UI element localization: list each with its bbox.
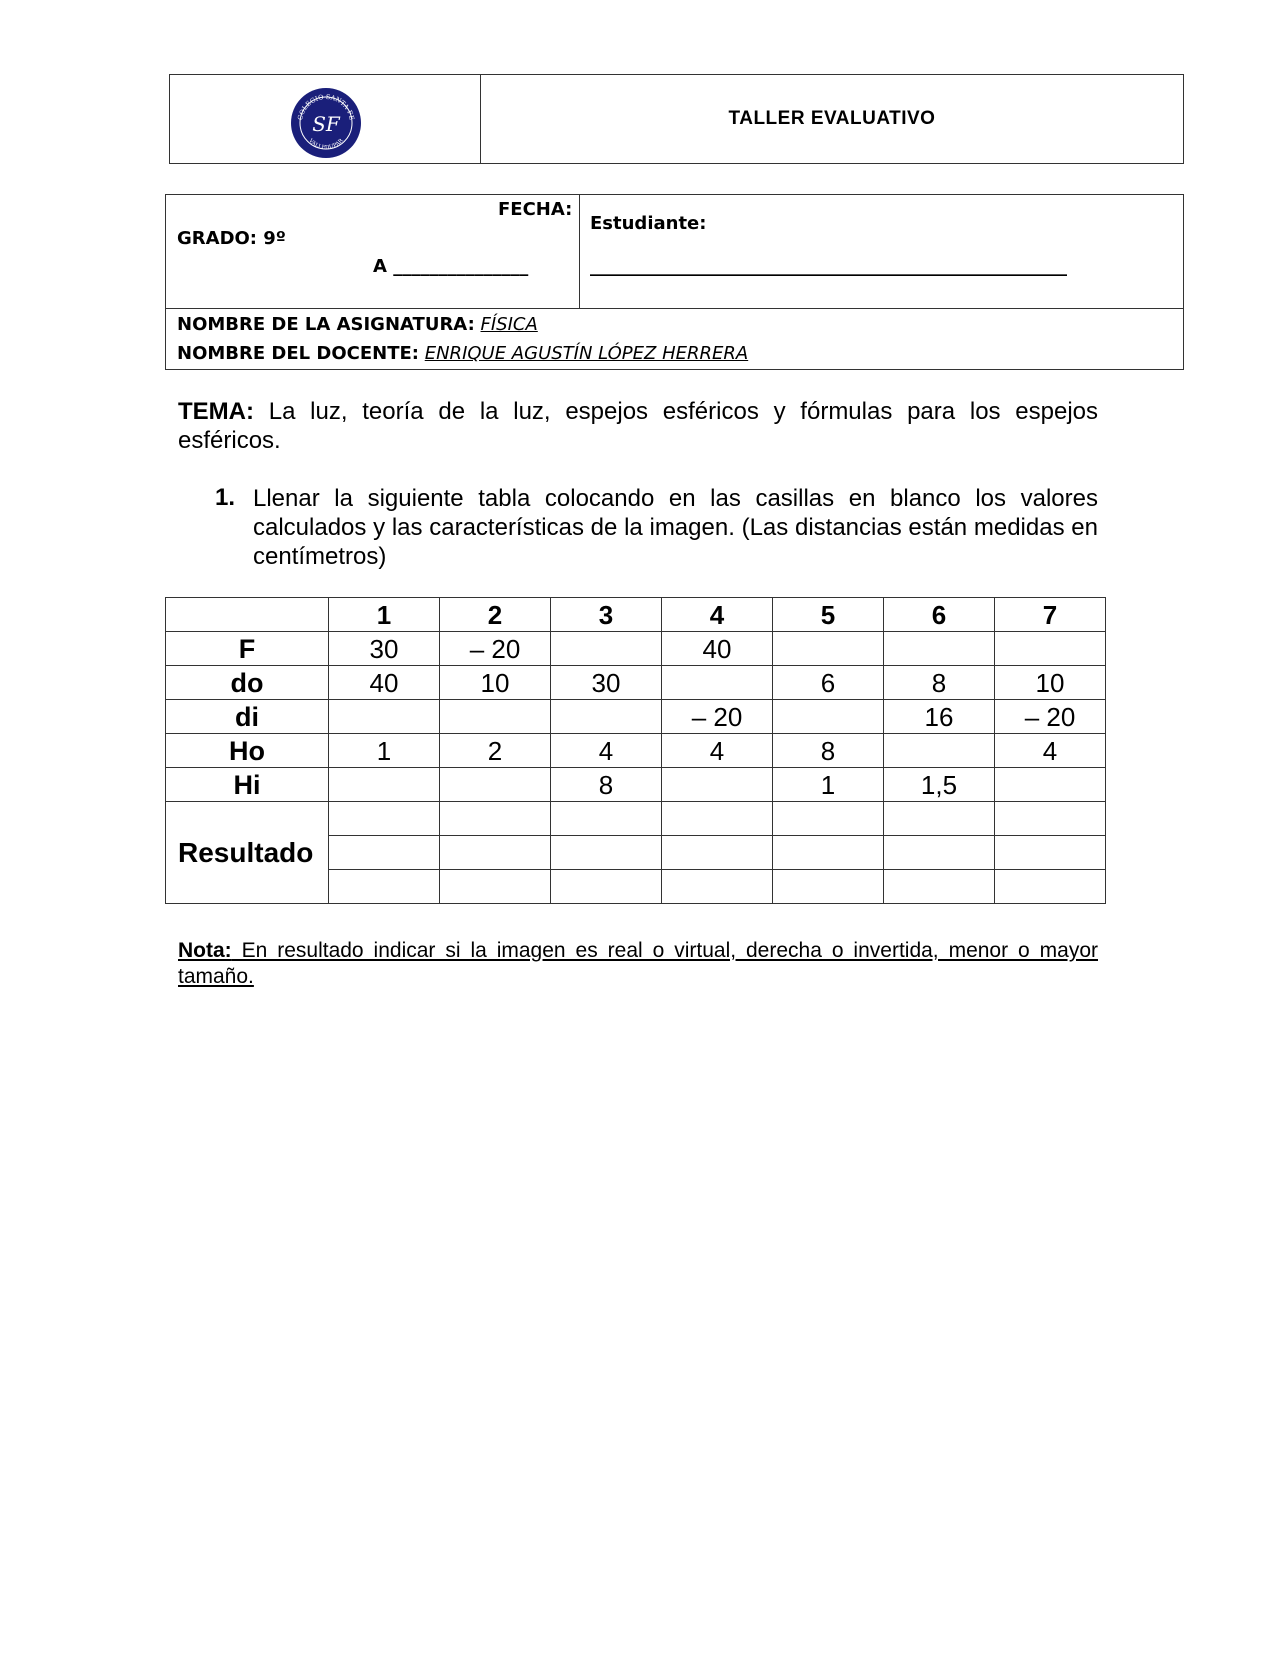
result-cell[interactable]: [551, 802, 662, 836]
estudiante-label: Estudiante:: [590, 213, 707, 234]
table-column-header: 7: [995, 598, 1106, 632]
table-column-header: 3: [551, 598, 662, 632]
asignatura-label: NOMBRE DE LA ASIGNATURA:: [177, 314, 475, 335]
table-row: [166, 700, 1106, 734]
table-column-header: 2: [440, 598, 551, 632]
table-row: [166, 666, 1106, 700]
tema-paragraph: [178, 397, 1098, 455]
table-row: [166, 768, 1106, 802]
table-cell: 40: [662, 632, 773, 666]
table-row: [166, 734, 1106, 768]
table-cell[interactable]: [662, 666, 773, 700]
result-cell[interactable]: [440, 870, 551, 904]
table-cell: 8: [773, 734, 884, 768]
school-logo: [290, 87, 362, 159]
result-cell[interactable]: [884, 870, 995, 904]
svg-text:SF: SF: [312, 112, 340, 136]
header-divider: [480, 74, 481, 164]
table-row-label: Hi: [166, 768, 329, 802]
table-cell: – 20: [440, 632, 551, 666]
table-cell[interactable]: [440, 700, 551, 734]
result-cell[interactable]: [551, 836, 662, 870]
table-cell: 1: [773, 768, 884, 802]
table-row-label: F: [166, 632, 329, 666]
question-number: 1.: [215, 484, 236, 511]
mirror-table: [165, 597, 1106, 904]
table-cell: 6: [773, 666, 884, 700]
table-cell[interactable]: [551, 700, 662, 734]
fecha-label: FECHA:: [498, 199, 573, 220]
table-row-label: Ho: [166, 734, 329, 768]
table-corner-cell: [166, 598, 329, 632]
result-cell[interactable]: [551, 870, 662, 904]
table-cell[interactable]: [440, 768, 551, 802]
table-cell: 30: [329, 632, 440, 666]
result-cell[interactable]: [329, 802, 440, 836]
result-cell[interactable]: [440, 836, 551, 870]
document-title: TALLER EVALUATIVO: [728, 108, 936, 129]
grado-label: GRADO: 9º: [177, 228, 286, 249]
result-cell[interactable]: [329, 870, 440, 904]
result-cell[interactable]: [662, 870, 773, 904]
table-cell: 8: [551, 768, 662, 802]
table-row-label: do: [166, 666, 329, 700]
question-text: Llenar la siguiente tabla colocando en las casillas en blanco los valores calculados y las características de la imagen. (Las distancias están medidas en centímetros): [253, 485, 1098, 570]
docente-label: NOMBRE DEL DOCENTE:: [177, 343, 419, 364]
table-column-header: 5: [773, 598, 884, 632]
table-cell[interactable]: [551, 632, 662, 666]
asignatura-line: [177, 314, 538, 335]
fecha-blank[interactable]: A _______________: [373, 256, 529, 277]
table-row-label: di: [166, 700, 329, 734]
table-cell: 40: [329, 666, 440, 700]
table-cell[interactable]: [329, 768, 440, 802]
table-column-header: 4: [662, 598, 773, 632]
table-cell: – 20: [995, 700, 1106, 734]
table-cell[interactable]: [773, 632, 884, 666]
table-column-header: 6: [884, 598, 995, 632]
table-header-row: [166, 598, 1106, 632]
result-cell[interactable]: [773, 802, 884, 836]
result-cell[interactable]: [329, 836, 440, 870]
table-cell: 4: [551, 734, 662, 768]
result-cell[interactable]: [773, 836, 884, 870]
result-cell[interactable]: [995, 836, 1106, 870]
svg-text:COLEGIO SANTA FE: COLEGIO SANTA FE: [296, 92, 356, 121]
table-cell: – 20: [662, 700, 773, 734]
table-cell: 10: [440, 666, 551, 700]
table-cell[interactable]: [995, 632, 1106, 666]
result-cell[interactable]: [662, 802, 773, 836]
table-cell[interactable]: [662, 768, 773, 802]
nota-text: En resultado indicar si la imagen es real o virtual, derecha o invertida, menor o mayor tamaño.: [178, 939, 1098, 988]
result-row: [166, 802, 1106, 836]
result-cell[interactable]: [884, 802, 995, 836]
svg-text:VALLEDUPAR: VALLEDUPAR: [307, 137, 345, 152]
table-cell[interactable]: [995, 768, 1106, 802]
table-cell: 4: [662, 734, 773, 768]
info-divider-horizontal: [165, 308, 1184, 309]
table-cell[interactable]: [884, 632, 995, 666]
docente-value: ENRIQUE AGUSTÍN LÓPEZ HERRERA: [424, 343, 749, 364]
nota-paragraph: [178, 938, 1098, 990]
table-cell[interactable]: [884, 734, 995, 768]
result-label: Resultado: [166, 802, 329, 904]
estudiante-blank[interactable]: _____________________________________________________: [590, 256, 1067, 277]
table-column-header: 1: [329, 598, 440, 632]
tema-text: La luz, teoría de la luz, espejos esféricos y fórmulas para los espejos esféricos.: [178, 398, 1099, 454]
result-cell[interactable]: [995, 870, 1106, 904]
table-cell: 10: [995, 666, 1106, 700]
result-cell[interactable]: [884, 836, 995, 870]
result-cell[interactable]: [440, 802, 551, 836]
table-cell: 30: [551, 666, 662, 700]
table-cell: 16: [884, 700, 995, 734]
docente-line: [177, 343, 748, 364]
nota-label: Nota:: [178, 939, 232, 962]
table-cell[interactable]: [773, 700, 884, 734]
table-cell: 1,5: [884, 768, 995, 802]
tema-label: TEMA:: [178, 398, 254, 425]
table-cell[interactable]: [329, 700, 440, 734]
table-cell: 4: [995, 734, 1106, 768]
result-cell[interactable]: [773, 870, 884, 904]
result-cell[interactable]: [995, 802, 1106, 836]
info-divider-vertical: [579, 194, 580, 308]
table-cell: 1: [329, 734, 440, 768]
table-cell: 8: [884, 666, 995, 700]
table-cell: 2: [440, 734, 551, 768]
table-row: [166, 632, 1106, 666]
asignatura-value: FÍSICA: [480, 314, 538, 335]
result-cell[interactable]: [662, 836, 773, 870]
